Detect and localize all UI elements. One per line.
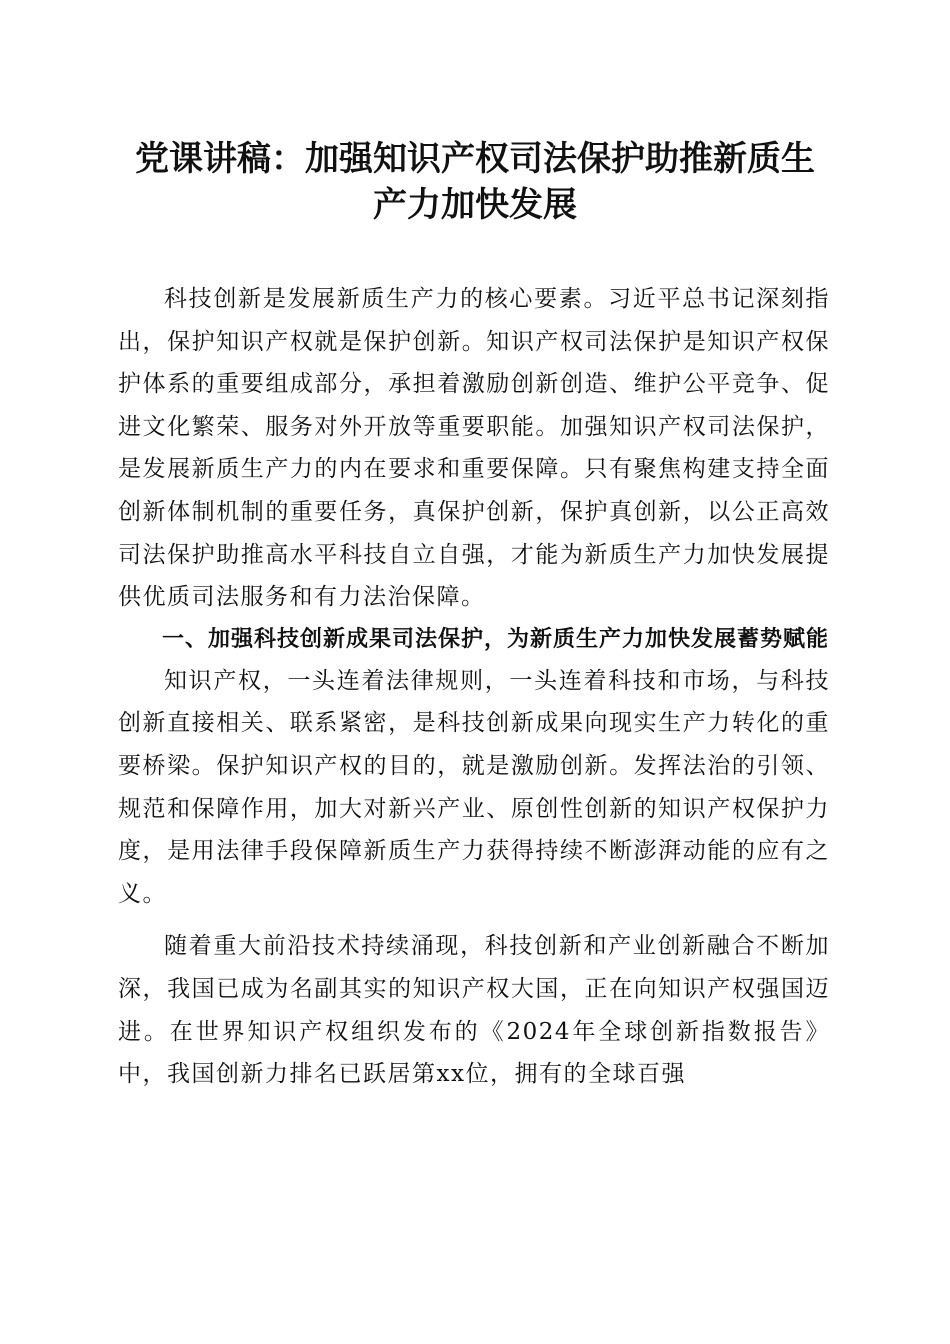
document-title <box>100 136 850 228</box>
title-line-1: 党课讲稿：加强知识产权司法保护助推新质生 <box>135 139 815 179</box>
section-heading-1: 一、加强科技创新成果司法保护，为新质生产力加快发展蓄势赋能 <box>162 626 830 652</box>
title-line-2: 产力加快发展 <box>373 185 577 225</box>
paragraph-ip-power: 随着重大前沿技术持续涌现，科技创新和产业创新融合不断加深，我国已成为名副其实的知识产权大国，正在向知识产权强国迈进。在世界知识产权组织发布的《2024年全球创新指数报告》中，我国创新力排名已跃居第xx位，拥有的全球百强 <box>118 933 830 1088</box>
paragraph-intro: 科技创新是发展新质生产力的核心要素。习近平总书记深刻指出，保护知识产权就是保护创新。知识产权司法保护是知识产权保护体系的重要组成部分，承担着激励创新创造、维护公平竞争、促进文化繁荣、服务对外开放等重要职能。加强知识产权司法保护，是发展新质生产力的内在要求和重要保障。只有聚焦构建支持全面创新体制机制的重要任务，真保护创新，保护真创新，以公正高效司法保护助推高水平科技自立自强，才能为新质生产力加快发展提供优质司法服务和有力法治保障。 <box>118 286 830 611</box>
paragraph-ip-innovation: 知识产权，一头连着法律规则，一头连着科技和市场，与科技创新直接相关、联系紧密，是科技创新成果向现实生产力转化的重要桥梁。保护知识产权的目的，就是激励创新。发挥法治的引领、规范和保障作用，加大对新兴产业、原创性创新的知识产权保护力度，是用法律手段保障新质生产力获得持续不断澎湃动能的应有之义。 <box>118 667 830 907</box>
document-body <box>118 278 830 1096</box>
